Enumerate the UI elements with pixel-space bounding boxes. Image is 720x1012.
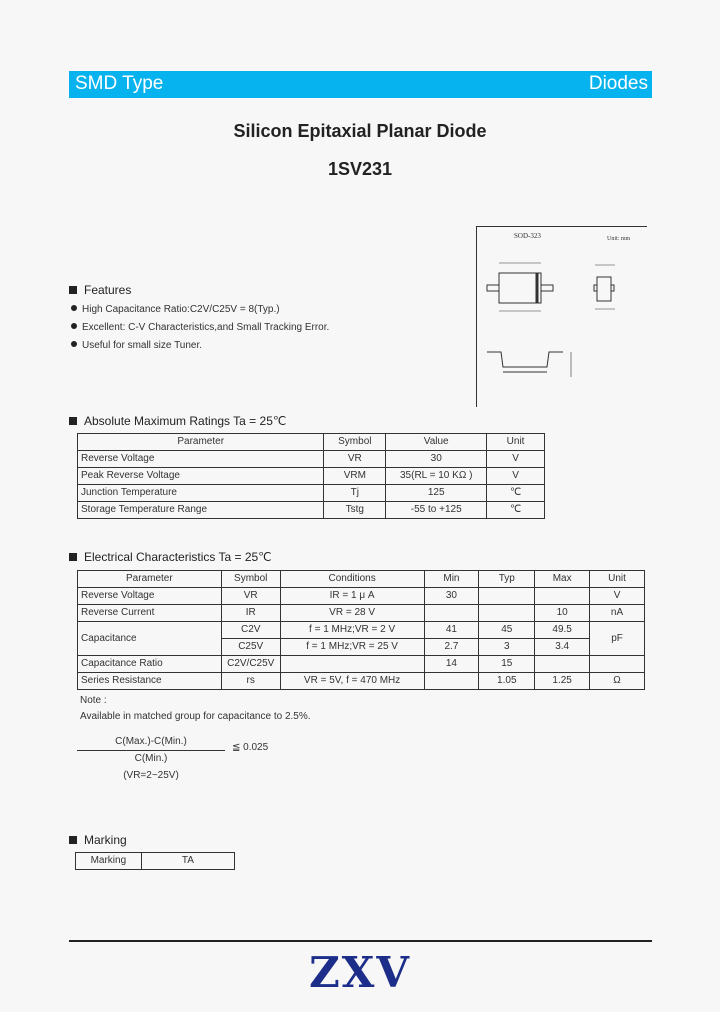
bullet-icon: [71, 341, 77, 347]
table-cell: VR: [221, 588, 280, 605]
marking-heading-text: Marking: [84, 833, 127, 847]
bullet-icon: [71, 323, 77, 329]
feature-item: [71, 340, 202, 351]
table-cell: 125: [386, 485, 487, 502]
table-cell: V: [487, 451, 545, 468]
footer-divider: [69, 940, 652, 942]
table-cell: 10: [535, 605, 590, 622]
table-cell: 14: [424, 656, 479, 673]
table-cell: IR: [221, 605, 280, 622]
table-cell: 1.05: [479, 673, 535, 690]
table-cell: 30: [386, 451, 487, 468]
table-header-cell: Typ: [479, 571, 535, 588]
table-cell: TA: [141, 853, 234, 870]
table-header-cell: Conditions: [280, 571, 424, 588]
table-cell: [280, 656, 424, 673]
table-cell: Ω: [590, 673, 645, 690]
square-bullet-icon: [69, 417, 77, 425]
table-row: [78, 502, 545, 519]
elec-heading-text: Electrical Characteristics Ta = 25℃: [84, 550, 272, 564]
abs-max-heading: [69, 414, 286, 428]
features-heading: [69, 283, 131, 297]
table-cell: VRM: [324, 468, 386, 485]
table-cell: [479, 605, 535, 622]
table-cell: [424, 673, 479, 690]
header-banner: [69, 71, 652, 98]
table-row: [78, 622, 645, 639]
table-cell: Reverse Voltage: [78, 451, 324, 468]
feature-text: Excellent: C-V Characteristics,and Small Tracking Error.: [82, 322, 330, 333]
package-unit: Unit: mm: [607, 236, 631, 242]
table-cell: Junction Temperature: [78, 485, 324, 502]
table-cell: 41: [424, 622, 479, 639]
table-row: [78, 673, 645, 690]
table-cell: [424, 605, 479, 622]
marking-table: [75, 852, 235, 870]
table-cell: ℃: [487, 502, 545, 519]
table-cell: Tj: [324, 485, 386, 502]
table-cell: [535, 588, 590, 605]
table-cell: ℃: [487, 485, 545, 502]
table-cell: Tstg: [324, 502, 386, 519]
brand-logo: ZXV: [309, 948, 411, 997]
table-cell: pF: [590, 622, 645, 656]
table-cell: 3: [479, 639, 535, 656]
table-cell: rs: [221, 673, 280, 690]
fraction-numerator: C(Max.)-C(Min.): [115, 736, 187, 747]
fraction-denominator: C(Min.): [134, 753, 168, 764]
table-header-cell: Max: [535, 571, 590, 588]
table-cell: Storage Temperature Range: [78, 502, 324, 519]
table-cell: VR = 5V, f = 470 MHz: [280, 673, 424, 690]
table-cell: V: [590, 588, 645, 605]
table-row: [78, 605, 645, 622]
note-text: Available in matched group for capacitance to 2.5%.: [80, 711, 311, 722]
table-row: [78, 468, 545, 485]
table-cell: Peak Reverse Voltage: [78, 468, 324, 485]
square-bullet-icon: [69, 286, 77, 294]
table-header-row: [78, 434, 545, 451]
table-header-cell: Value: [386, 434, 487, 451]
table-cell: Reverse Voltage: [78, 588, 222, 605]
table-cell: [479, 588, 535, 605]
part-number: 1SV231: [327, 159, 393, 179]
table-cell: 15: [479, 656, 535, 673]
features-heading-text: Features: [84, 283, 132, 297]
table-row: [78, 451, 545, 468]
table-cell: f = 1 MHz;VR = 2 V: [280, 622, 424, 639]
feature-item: [71, 322, 329, 333]
table-cell: VR: [324, 451, 386, 468]
table-cell: [590, 656, 645, 673]
table-cell: VR = 28 V: [280, 605, 424, 622]
table-header-cell: Parameter: [78, 571, 222, 588]
note-label: Note :: [80, 695, 107, 706]
feature-text: High Capacitance Ratio:C2V/C25V = 8(Typ.): [82, 304, 280, 315]
package-drawing: [476, 226, 647, 407]
table-cell: 35(RL = 10 KΩ ): [386, 468, 487, 485]
header-right: Diodes: [588, 73, 648, 94]
elec-heading: [69, 550, 272, 564]
table-cell: C2V/C25V: [221, 656, 280, 673]
table-cell: C2V: [221, 622, 280, 639]
table-cell: f = 1 MHz;VR = 25 V: [280, 639, 424, 656]
table-cell: 1.25: [535, 673, 590, 690]
table-row: [76, 853, 235, 870]
table-cell: C25V: [221, 639, 280, 656]
table-cell: [535, 656, 590, 673]
fraction-condition: (VR=2~25V): [123, 770, 179, 781]
fraction-bar: [77, 750, 225, 751]
feature-text: Useful for small size Tuner.: [82, 340, 203, 351]
table-header-row: [78, 571, 645, 588]
abs-max-heading-text: Absolute Maximum Ratings Ta = 25℃: [84, 414, 287, 428]
table-header-cell: Unit: [487, 434, 545, 451]
square-bullet-icon: [69, 553, 77, 561]
table-cell: 49.5: [535, 622, 590, 639]
table-cell: IR = 1 μ A: [280, 588, 424, 605]
table-cell: 2.7: [424, 639, 479, 656]
table-cell: Capacitance Ratio: [78, 656, 222, 673]
elec-table: [77, 570, 645, 690]
square-bullet-icon: [69, 836, 77, 844]
table-header-cell: Unit: [590, 571, 645, 588]
table-cell: Capacitance: [78, 622, 222, 656]
table-row: [78, 588, 645, 605]
table-cell: -55 to +125: [386, 502, 487, 519]
table-cell: Series Resistance: [78, 673, 222, 690]
table-header-cell: Min: [424, 571, 479, 588]
bullet-icon: [71, 305, 77, 311]
fraction-rhs: ≦ 0.025: [232, 742, 269, 753]
table-row: [78, 656, 645, 673]
table-cell: 45: [479, 622, 535, 639]
header-left: SMD Type: [75, 73, 164, 94]
abs-max-table: [77, 433, 545, 519]
package-label: SOD-323: [514, 232, 541, 240]
table-row: [78, 485, 545, 502]
table-header-cell: Parameter: [78, 434, 324, 451]
table-header-cell: Symbol: [221, 571, 280, 588]
marking-heading: [69, 833, 127, 847]
package-outline-svg: [477, 227, 647, 407]
table-cell: V: [487, 468, 545, 485]
table-cell: nA: [590, 605, 645, 622]
page-title: Silicon Epitaxial Planar Diode: [233, 121, 487, 141]
feature-item: [71, 304, 280, 315]
table-cell: Reverse Current: [78, 605, 222, 622]
table-cell: Marking: [76, 853, 142, 870]
table-header-cell: Symbol: [324, 434, 386, 451]
table-cell: 30: [424, 588, 479, 605]
table-cell: 3.4: [535, 639, 590, 656]
